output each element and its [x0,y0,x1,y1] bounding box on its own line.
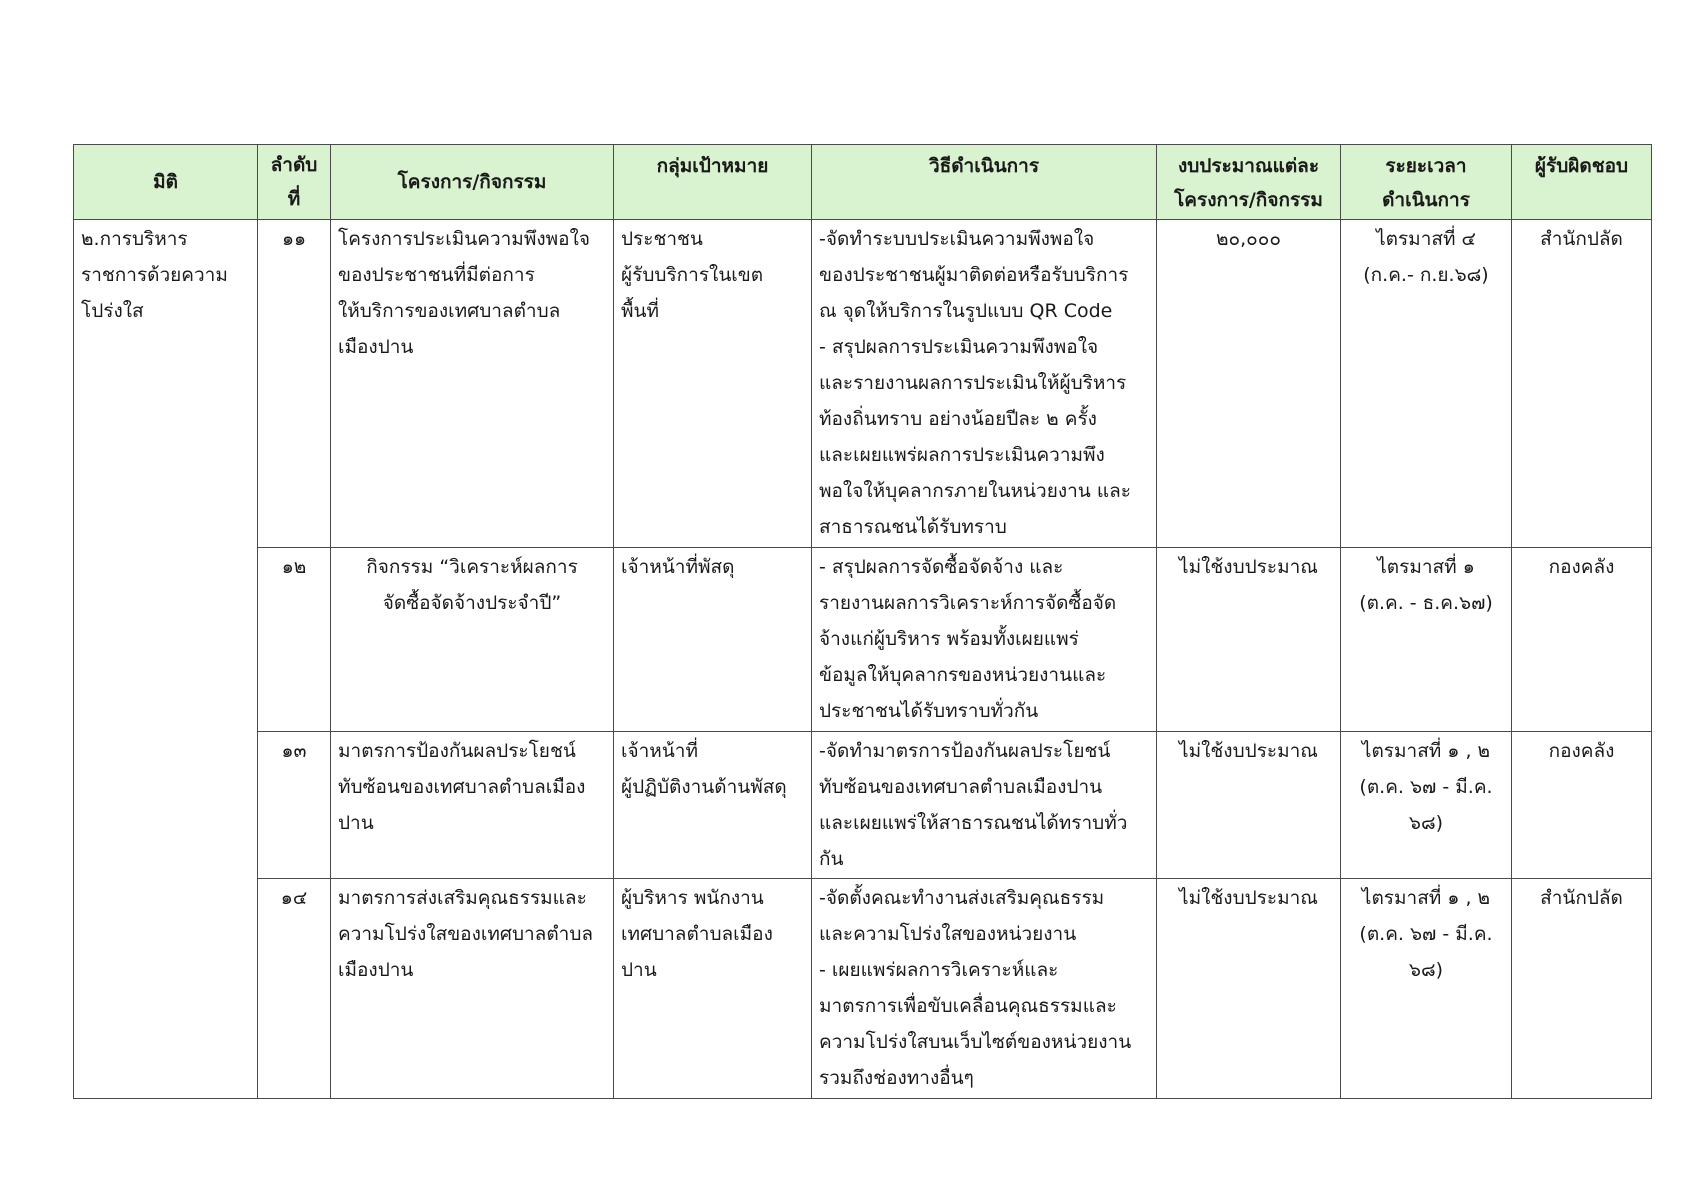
responsible-cell: กองคลัง [1512,732,1652,879]
header-method: วิธีดำเนินการ [812,145,1157,220]
header-budget: งบประมาณแต่ละ โครงการ/กิจกรรม [1157,145,1341,220]
table-body [74,220,1652,1099]
project-cell: มาตรการส่งเสริมคุณธรรมและ ความโปร่งใสของเทศบาลตำบล เมืองปาน [331,879,614,1099]
header-dimension: มิติ [74,145,258,220]
target-cell: ประชาชน ผู้รับบริการในเขต พื้นที่ [614,220,812,548]
project-cell: โครงการประเมินความพึงพอใจ ของประชาชนที่มีต่อการ ให้บริการของเทศบาลตำบล เมืองปาน [331,220,614,548]
target-cell: เจ้าหน้าที่ ผู้ปฏิบัติงานด้านพัสดุ [614,732,812,879]
header-target: กลุ่มเป้าหมาย [614,145,812,220]
action-plan-table [73,144,1652,1099]
table-header [74,145,1652,220]
period-cell: ไตรมาสที่ ๑ , ๒ (ต.ค. ๖๗ - มี.ค. ๖๘) [1341,732,1512,879]
method-cell: -จัดตั้งคณะทำงานส่งเสริมคุณธรรม และความโปร่งใสของหน่วยงาน - เผยแพร่ผลการวิเคราะห์และ มาตรการเพื่อขับเคลื่อนคุณธรรมและ ความโปร่งใสบนเว็บไซต์ของหน่วยงาน รวมถึงช่องทางอื่นๆ [812,879,1157,1099]
table-row [74,879,1652,1099]
header-row [74,145,1652,220]
method-cell: - สรุปผลการจัดซื้อจัดจ้าง และ รายงานผลการวิเคราะห์การจัดซื้อจัด จ้างแก่ผู้บริหาร พร้อมทั้งเผยแพร่ ข้อมูลให้บุคลากรของหน่วยงานและ ประชาชนได้รับทราบทั่วกัน [812,548,1157,732]
table-row [74,732,1652,879]
budget-cell: ไม่ใช้งบประมาณ [1157,879,1341,1099]
target-cell: ผู้บริหาร พนักงาน เทศบาลตำบลเมือง ปาน [614,879,812,1099]
header-responsible: ผู้รับผิดชอบ [1512,145,1652,220]
header-seq: ลำดับ ที่ [258,145,331,220]
header-period: ระยะเวลา ดำเนินการ [1341,145,1512,220]
responsible-cell: สำนักปลัด [1512,220,1652,548]
method-cell: -จัดทำระบบประเมินความพึงพอใจ ของประชาชนผู้มาติดต่อหรือรับบริการ ณ จุดให้บริการในรูปแบบ QR Code - สรุปผลการประเมินความพึงพอใจ และรายงานผลการประเมินให้ผู้บริหาร ท้องถิ่นทราบ อย่างน้อยปีละ ๒ ครั้ง และเผยแพร่ผลการประเมินความพึง พอใจให้บุคลากรภายในหน่วยงาน และ สาธารณชนได้รับทราบ [812,220,1157,548]
method-cell: -จัดทำมาตรการป้องกันผลประโยชน์ ทับซ้อนของเทศบาลตำบลเมืองปาน และเผยแพร่ให้สาธารณชนได้ทราบทั่ว กัน [812,732,1157,879]
table-row [74,220,1652,548]
project-cell: กิจกรรม “วิเคราะห์ผลการ จัดซื้อจัดจ้างประจำปี” [331,548,614,732]
target-cell: เจ้าหน้าที่พัสดุ [614,548,812,732]
seq-cell: ๑๓ [258,732,331,879]
period-cell: ไตรมาสที่ ๔ (ก.ค.- ก.ย.๖๘) [1341,220,1512,548]
seq-cell: ๑๑ [258,220,331,548]
table-row [74,548,1652,732]
budget-cell: ๒๐,๐๐๐ [1157,220,1341,548]
header-project: โครงการ/กิจกรรม [331,145,614,220]
responsible-cell: กองคลัง [1512,548,1652,732]
period-cell: ไตรมาสที่ ๑ , ๒ (ต.ค. ๖๗ - มี.ค. ๖๘) [1341,879,1512,1099]
responsible-cell: สำนักปลัด [1512,879,1652,1099]
dimension-cell: ๒.การบริหาร ราชการด้วยความ โปร่งใส [74,220,258,1099]
budget-cell: ไม่ใช้งบประมาณ [1157,548,1341,732]
budget-cell: ไม่ใช้งบประมาณ [1157,732,1341,879]
period-cell: ไตรมาสที่ ๑ (ต.ค. - ธ.ค.๖๗) [1341,548,1512,732]
seq-cell: ๑๒ [258,548,331,732]
project-cell: มาตรการป้องกันผลประโยชน์ ทับซ้อนของเทศบาลตำบลเมือง ปาน [331,732,614,879]
seq-cell: ๑๔ [258,879,331,1099]
